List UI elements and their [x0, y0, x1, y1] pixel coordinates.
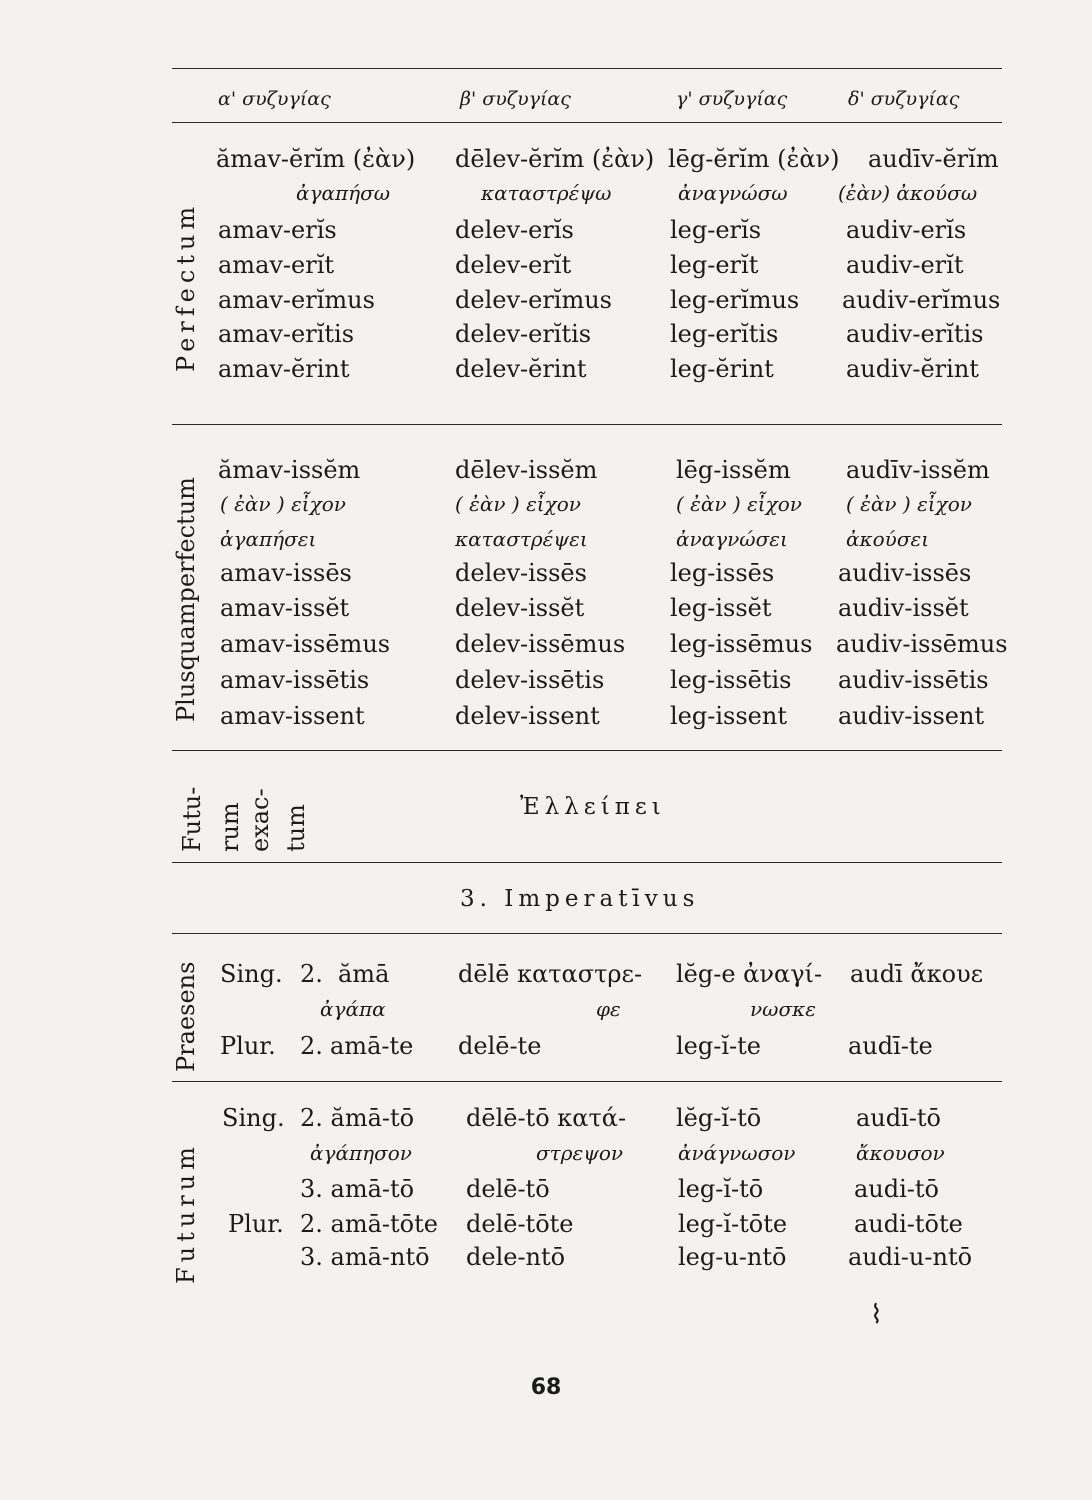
futurum-r1-greek-col4: ἄκουσον [856, 1141, 945, 1165]
perfectum-row7-col4: audiv-ĕrint [846, 355, 979, 383]
section-label-perfectum: Perfectum [172, 201, 200, 372]
futurum-r2-col4: audi-tō [854, 1175, 940, 1203]
praesens-sing-num: 2. [300, 960, 323, 988]
perfectum-row2-col4: (ἐὰν) ἀκούσω [838, 181, 978, 205]
perfectum-row6-col2: delev-erĭtis [455, 320, 592, 348]
futurum-r3-col4: audi-tōte [854, 1210, 963, 1238]
perfectum-row3-col4: audiv-erĭs [846, 216, 967, 244]
handwritten-mark: ⌇ [870, 1300, 883, 1330]
perfectum-row1-col4: audīv-ĕrĭm [868, 145, 999, 173]
header-col-3: γ' συζυγίας [676, 88, 788, 110]
header-col-4: δ' συζυγίας [848, 88, 960, 110]
perfectum-row6-col4: audiv-erĭtis [846, 320, 984, 348]
perfectum-row2-col1: ἀγαπήσω [296, 181, 391, 205]
plusquam-row1-col1: ămav-issĕm [218, 456, 361, 484]
praesens-plur-num: 2. [300, 1032, 323, 1060]
perfectum-row3-col2: delev-erĭs [455, 216, 574, 244]
plusquam-row2-col1: ( ἐὰν ) εἶχον [220, 492, 346, 516]
plusquam-row4-col3: leg-issēs [670, 559, 775, 587]
praesens-sing-greek-col2: φε [596, 997, 621, 1021]
rule-imperativus [172, 933, 1002, 934]
plusquam-row6-col1: amav-issēmus [220, 630, 391, 658]
futurum-r1-greek-col3: ἀνάγνωσον [678, 1141, 796, 1165]
plusquam-row3-col2: καταστρέψει [455, 527, 588, 551]
perfectum-row7-col1: amav-ĕrint [218, 355, 350, 383]
perfectum-row4-col2: delev-erĭt [455, 251, 572, 279]
futurum-plur-label: Plur. [228, 1210, 284, 1238]
rule-top [172, 68, 1002, 69]
futurum-r1-col1: 2. ămā-tō [300, 1104, 415, 1132]
page-number: 68 [530, 1375, 562, 1400]
plusquam-row8-col1: amav-issent [220, 702, 365, 730]
perfectum-row4-col1: amav-erĭt [218, 251, 335, 279]
praesens-sing-col1: ămā [338, 960, 390, 988]
perfectum-row1-col2: dēlev-ĕrĭm (ἐὰν) [455, 145, 655, 173]
perfectum-row1-col3: lēg-ĕrĭm (ἐὰν) [668, 145, 840, 173]
perfectum-row5-col2: delev-erĭmus [455, 286, 612, 314]
perfectum-row2-col3: ἀναγνώσω [678, 181, 788, 205]
plusquam-row8-col2: delev-issent [455, 702, 600, 730]
perfectum-row7-col2: delev-ĕrint [455, 355, 587, 383]
futurum-r1-greek-col1: ἀγάπησον [310, 1141, 412, 1165]
section-label-praesens: Praesens [172, 961, 200, 1072]
plusquam-row3-col3: ἀναγνώσει [676, 527, 788, 551]
perfectum-row2-col2: καταστρέψω [481, 181, 612, 205]
futurum-r4-col4: audi-u-ntō [848, 1243, 973, 1271]
rule-plusquam [172, 750, 1002, 751]
plusquam-row5-col4: audiv-issĕt [838, 594, 969, 622]
perfectum-row3-col1: amav-erĭs [218, 216, 337, 244]
section-label-futurum-exactum-3: exac- [246, 788, 274, 852]
plusquam-row8-col4: audiv-issent [838, 702, 985, 730]
perfectum-row1-col1: ămav-ĕrĭm (ἐὰν) [216, 145, 416, 173]
plusquam-row2-col4: ( ἐὰν ) εἶχον [846, 492, 972, 516]
praesens-sing-greek-col3: νωσκε [750, 997, 816, 1021]
plusquam-row6-col2: delev-issēmus [455, 630, 626, 658]
plusquam-row7-col4: audiv-issētis [838, 666, 989, 694]
perfectum-row6-col1: amav-erĭtis [218, 320, 355, 348]
perfectum-row5-col3: leg-erĭmus [670, 286, 800, 314]
perfectum-row5-col1: amav-erĭmus [218, 286, 375, 314]
praesens-sing-col3: lĕg-e ἀναγί- [676, 960, 823, 988]
futurum-r2-col3: leg-ĭ-tō [678, 1175, 764, 1203]
section-label-plusquamperfectum: Plusquamperfectum [172, 477, 200, 722]
futurum-r3-col3: leg-ĭ-tōte [678, 1210, 788, 1238]
praesens-sing-col2: dēlē καταστρε- [458, 960, 643, 988]
plusquam-row2-col3: ( ἐὰν ) εἶχον [676, 492, 802, 516]
futurum-sing-label: Sing. [222, 1104, 285, 1132]
futurum-r1-col2: dēlē-tō κατά- [466, 1104, 627, 1132]
futurum-r4-col2: dele-ntō [466, 1243, 566, 1271]
futurum-r1-col3: lĕg-ĭ-tō [676, 1104, 762, 1132]
futurum-r2-col1: 3. amā-tō [300, 1175, 415, 1203]
section-label-futurum-exactum-1: Futu- [178, 786, 206, 852]
praesens-sing-label: Sing. [220, 960, 283, 988]
plusquam-row1-col2: dēlev-issĕm [455, 456, 598, 484]
imperativus-heading: 3. Imperatīvus [460, 886, 700, 912]
futurum-r4-col3: leg-u-ntō [678, 1243, 787, 1271]
perfectum-row7-col3: leg-ĕrint [670, 355, 774, 383]
plusquam-row4-col2: delev-issēs [455, 559, 587, 587]
plusquam-row3-col4: ἀκούσει [846, 527, 930, 551]
plusquam-row7-col1: amav-issētis [220, 666, 370, 694]
header-col-2: β' συζυγίας [460, 88, 571, 110]
plusquam-row3-col1: ἀγαπήσει [220, 527, 317, 551]
plusquam-row6-col4: audiv-issēmus [836, 630, 1008, 658]
plusquam-row7-col2: delev-issētis [455, 666, 605, 694]
section-label-futurum: Futurum [172, 1142, 200, 1284]
futurum-r3-col2: delē-tōte [466, 1210, 574, 1238]
perfectum-row3-col3: leg-erĭs [670, 216, 762, 244]
header-col-1: α' συζυγίας [218, 88, 331, 110]
perfectum-row4-col3: leg-erĭt [670, 251, 759, 279]
praesens-sing-col4: audī ἄκουε [850, 960, 984, 988]
praesens-plur-col4: audī-te [848, 1032, 933, 1060]
praesens-plur-col3: leg-ĭ-te [676, 1032, 761, 1060]
rule-perfectum [172, 424, 1002, 425]
section-label-futurum-exactum-4: tum [282, 804, 310, 852]
futurum-r2-col2: delē-tō [466, 1175, 550, 1203]
plusquam-row5-col3: leg-issĕt [670, 594, 772, 622]
plusquam-row5-col2: delev-issĕt [455, 594, 585, 622]
perfectum-row5-col4: audiv-erĭmus [842, 286, 1001, 314]
plusquam-row5-col1: amav-issĕt [220, 594, 350, 622]
plusquam-row4-col1: amav-issēs [220, 559, 352, 587]
plusquam-row1-col3: lēg-issĕm [676, 456, 791, 484]
futurum-r1-greek-col2: στρεψον [536, 1141, 624, 1165]
plusquam-row1-col4: audīv-issĕm [846, 456, 990, 484]
plusquam-row2-col2: ( ἐὰν ) εἶχον [455, 492, 581, 516]
praesens-sing-greek-col1: ἀγάπα [320, 997, 386, 1021]
plusquam-row7-col3: leg-issētis [670, 666, 792, 694]
plusquam-row8-col3: leg-issent [670, 702, 787, 730]
rule-praesens [172, 1081, 1002, 1082]
futurum-exactum-missing: Ἐλλείπει [520, 794, 666, 820]
section-label-futurum-exactum-2: rum [216, 802, 244, 852]
praesens-plur-label: Plur. [220, 1032, 276, 1060]
praesens-plur-col1: amā-te [330, 1032, 414, 1060]
perfectum-row4-col4: audiv-erĭt [846, 251, 964, 279]
futurum-r4-col1: 3. amā-ntō [300, 1243, 430, 1271]
praesens-plur-col2: delē-te [458, 1032, 542, 1060]
rule-futurum-exactum [172, 862, 1002, 863]
perfectum-row6-col3: leg-erĭtis [670, 320, 779, 348]
plusquam-row6-col3: leg-issēmus [670, 630, 813, 658]
futurum-r3-col1: 2. amā-tōte [300, 1210, 438, 1238]
rule-header [172, 122, 1002, 123]
futurum-r1-col4: audī-tō [856, 1104, 942, 1132]
plusquam-row4-col4: audiv-issēs [838, 559, 972, 587]
